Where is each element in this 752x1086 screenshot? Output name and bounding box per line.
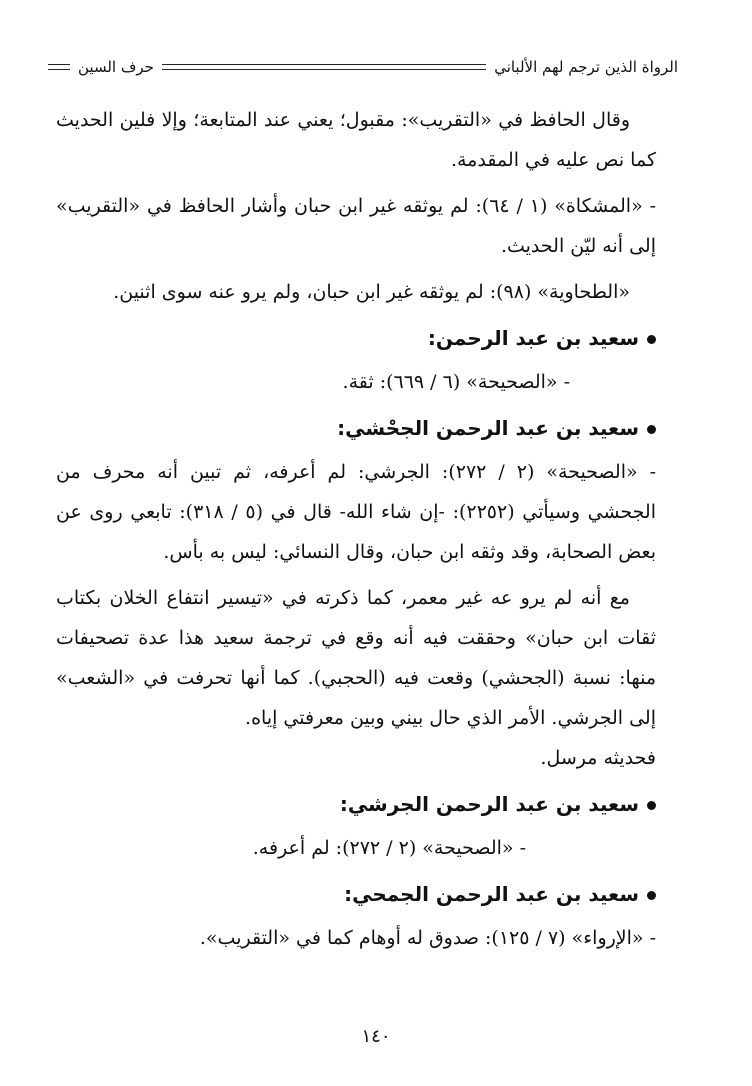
narrator-entry-heading — [56, 318, 656, 358]
paragraph: مع أنه لم يرو عه غير معمر، كما ذكرته في «تيسير انتفاع الخلان بكتاب ثقات ابن حبان» وحققت فيه أنه وقع في ترجمة سعيد هذا عدة تصحيفات منها: نسبة (الجحشي) وقعت فيه (الحجبي). كما أنها تحرفت في «الشعب» إلى الجرشي. الأمر الذي حال بيني وبين معرفتي إياه. — [56, 587, 656, 729]
narrator-entry-heading — [56, 784, 656, 824]
narrator-name: سعيد بن عبد الرحمن: — [427, 326, 639, 350]
narrator-entry-heading — [56, 408, 656, 448]
header-rule — [162, 64, 486, 70]
bullet-icon — [647, 425, 656, 434]
header-rule-short — [48, 64, 70, 70]
paragraph: - «المشكاة» (١ / ٦٤): لم يوثقه غير ابن حبان وأشار الحافظ في «التقريب» إلى أنه ليّن الحديث. — [56, 195, 656, 257]
section-title: حرف السين — [78, 58, 154, 76]
book-title: الرواة الذين ترجم لهم الألباني — [494, 58, 678, 76]
running-header — [48, 56, 678, 78]
paragraph: فحديثه مرسل. — [540, 747, 656, 769]
reference-line: - «الصحيحة» (٢ / ٢٧٢): الجرشي: لم أعرفه، ثم تبين أنه محرف من الجحشي وسيأتي (٢٢٥٢): -إن شاء الله- قال في (٥ / ٣١٨): تابعي روى عن بعض الصحابة، وقد وثقه ابن حبان، وقال النسائي: ليس به بأس. — [56, 461, 657, 563]
paragraph: «الطحاوية» (٩٨): لم يوثقه غير ابن حبان، ولم يرو عنه سوى اثنين. — [113, 281, 630, 303]
page-number: ١٤٠ — [361, 1026, 391, 1047]
narrator-entry-heading — [56, 874, 656, 914]
narrator-name: سعيد بن عبد الرحمن الجرشي: — [339, 792, 639, 816]
narrator-name: سعيد بن عبد الرحمن الجحْشي: — [337, 416, 639, 440]
reference-line: - «الإرواء» (٧ / ١٢٥): صدوق له أوهام كما في «التقريب». — [199, 927, 656, 949]
paragraph: وقال الحافظ في «التقريب»: مقبول؛ يعني عند المتابعة؛ وإلا فلين الحديث كما نص عليه في المقدمة. — [56, 109, 656, 171]
page-body — [56, 100, 656, 958]
bullet-icon — [647, 801, 656, 810]
bullet-icon — [647, 891, 656, 900]
reference-line: - «الصحيحة» (٦ / ٦٦٩): ثقة. — [342, 371, 570, 393]
narrator-name: سعيد بن عبد الرحمن الجمحي: — [344, 882, 639, 906]
reference-line: - «الصحيحة» (٢ / ٢٧٢): لم أعرفه. — [252, 837, 526, 859]
bullet-icon — [647, 335, 656, 344]
